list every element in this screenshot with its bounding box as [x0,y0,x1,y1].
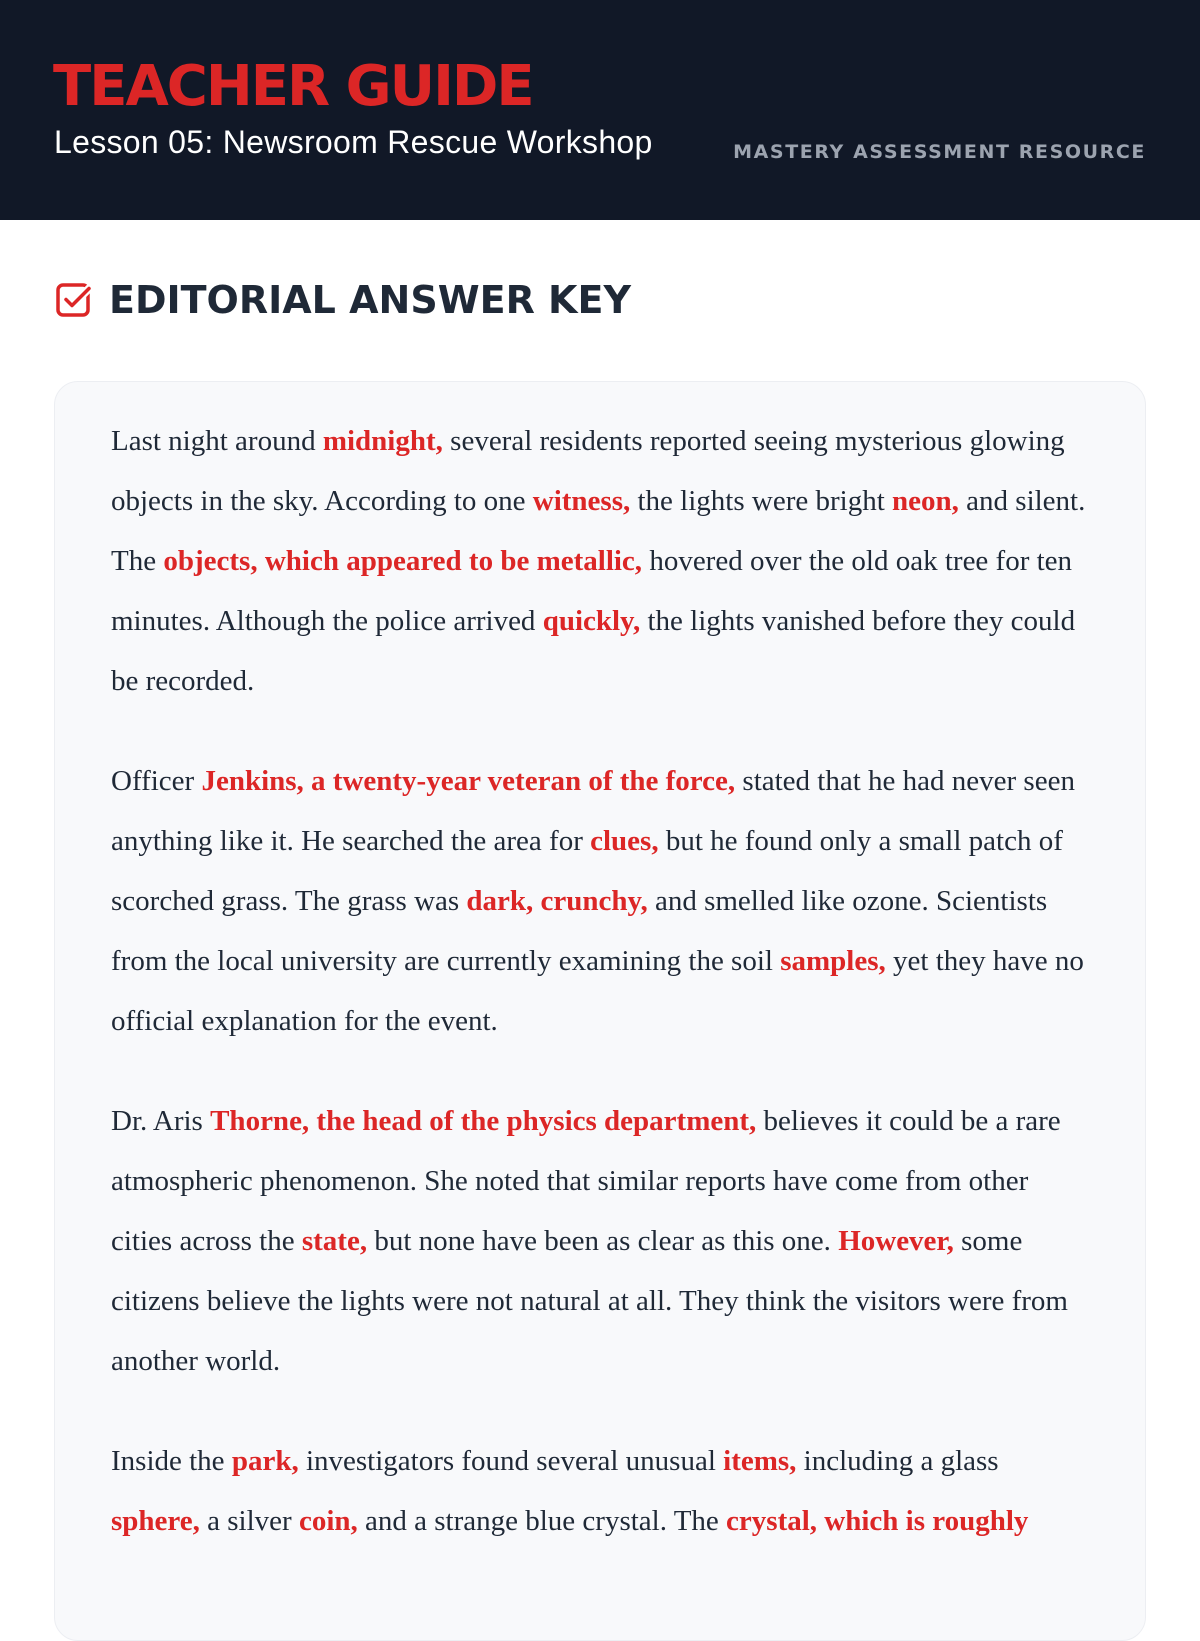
section-heading [55,276,631,324]
section-title: EDITORIAL ANSWER KEY [109,278,631,322]
body-text: and smelled like ozone. Scientists from the local university are currently examining the soil [111,885,1048,977]
body-text: the lights vanished before they could be recorded. [111,605,1076,697]
body-text: but he found only a small patch of scorched grass. The grass was [111,825,1063,917]
highlighted-correction: neon, [892,485,959,517]
highlighted-correction: samples, [780,945,886,977]
highlighted-correction: dark, crunchy, [466,885,648,917]
lesson-subtitle: Lesson 05: Newsroom Rescue Workshop [54,124,653,160]
body-text: hovered over the old oak tree for ten minutes. Although the police arrived [111,545,1073,637]
header-banner [0,0,1200,220]
page-title: TEACHER GUIDE [53,54,533,119]
body-text: yet they have no official explanation for the event. [111,945,1084,1037]
highlighted-correction: quickly, [542,605,641,637]
resource-tag: MASTERY ASSESSMENT RESOURCE [733,141,1146,163]
highlighted-correction: witness, [532,485,631,517]
highlighted-correction: However, [838,1225,954,1257]
highlighted-correction: items, [723,1445,797,1477]
answer-paragraph [111,411,1089,711]
highlighted-correction: sphere, [111,1505,200,1537]
highlighted-correction: Thorne, the head of the physics department, [210,1105,757,1137]
body-text: and silent. The [111,485,1086,577]
body-text: some citizens believe the lights were not natural at all. They think the visitors were from another world. [111,1225,1068,1377]
body-text: several residents reported seeing mysterious glowing objects in the sky. According to one [111,425,1065,517]
body-text: believes it could be a rare atmospheric phenomenon. She noted that similar reports have come from other cities across the [111,1105,1061,1257]
highlighted-correction: crystal, which is roughly [726,1505,1029,1537]
checkbox-checked-icon [55,281,93,319]
highlighted-correction: coin, [298,1505,358,1537]
answer-key-card [54,381,1146,1641]
highlighted-correction: midnight, [322,425,443,457]
highlighted-correction: Jenkins, a twenty-year veteran of the force, [201,765,736,797]
answer-paragraph [111,751,1089,1051]
highlighted-correction: clues, [590,825,659,857]
body-text: and a strange blue crystal. The [357,1505,727,1537]
body-text: a silver [199,1505,299,1537]
body-text: the lights were bright [630,485,893,517]
answer-paragraph [111,1091,1089,1391]
highlighted-correction: state, [301,1225,368,1257]
body-text: including a glass [796,1445,999,1477]
highlighted-correction: objects, which appeared to be metallic, [163,545,643,577]
answer-paragraph [111,1431,1089,1551]
highlighted-correction: park, [231,1445,299,1477]
body-text: investigators found several unusual [298,1445,724,1477]
body-text: but none have been as clear as this one. [367,1225,839,1257]
body-text: Inside the [111,1445,232,1477]
body-text: Dr. Aris [111,1105,211,1137]
body-text: Last night around [111,425,323,457]
body-text: stated that he had never seen anything like it. He searched the area for [111,765,1075,857]
body-text: Officer [111,765,202,797]
